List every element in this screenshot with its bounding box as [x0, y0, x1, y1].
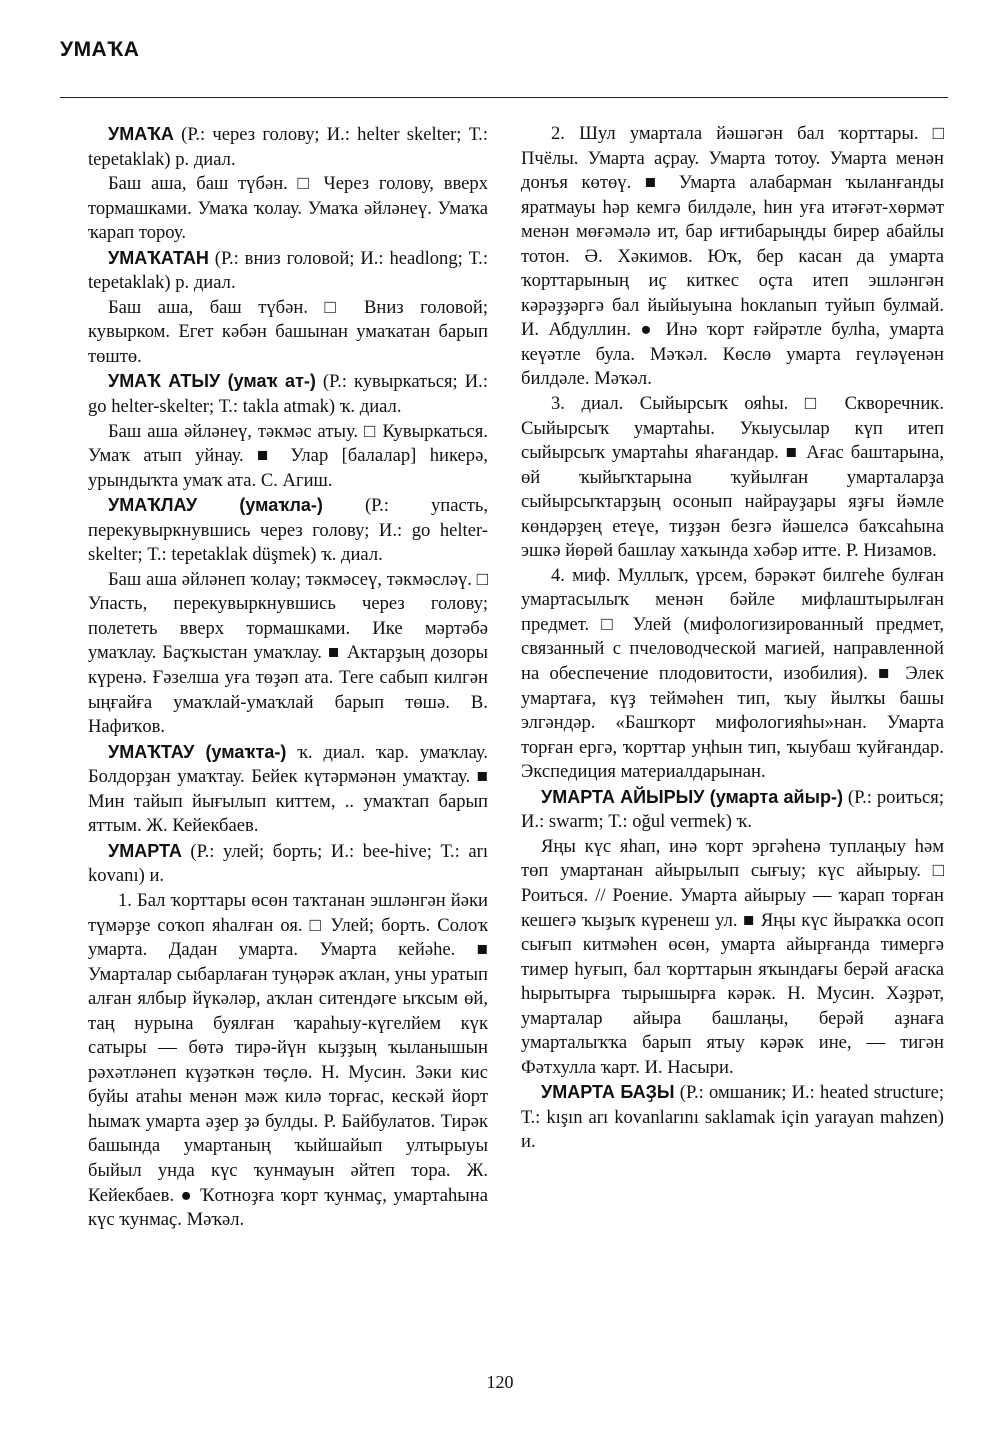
- entry-text: ҡ. диал. ҡар. умаҡлау. Болдорҙан умаҡтау. Бейек күтәрмәнән умаҡтау. ■ Мин тайып йығылып киттем, .. умаҡтап барып яттым. Ж. Кейекбаев.: [88, 741, 488, 837]
- entry-text: 1. Бал ҡорттары өсөн таҡтанан эшләнгән йәки түмәрҙе соҡоп яһалған оя. □ Улей; борть. Солоҡ умарта. Дадан умарта. Умарта кейәһе. ■ Умарталар сыбарлаған туңәрәк аҡлан, уны уратып алған ялбыр йүкәләр, аҡлан ситендәге ыҡсым өй, таң нурына буялған ҡараһыу-күгелйем күк сатыры — бөтә тирә-йүн кыҙҙың ҡыланышын рәхәтләнеп күҙәткән төҫлө. Н. Мусин. Зәки кис буйы атаһы менән мәж килә торғас, кескәй йорт һымаҡ умарта әҙер ҙә булды. Р. Байбулатов. Тирәк башында умартаның ҡыйшайып ултырыуы быйыл унда күс ҡунмауын әйтеп тора. Ж. Кейекбаев. ● Ҡотноҙға ҡорт ҡунмаҫ, умартаһына күс ҡунмаҫ. Мәҡәл.: [88, 889, 488, 1231]
- entry-text: (Р.: улей; борть; И.: bee-hive; Т.: arı kovanı) и.: [88, 840, 488, 887]
- headword: УМАҠА: [108, 124, 174, 144]
- dictionary-entry: [88, 493, 488, 568]
- entry-definition: [88, 568, 488, 740]
- entry-text: (Р.: омшаник; И.: heated structure; Т.: kışın arı kovanlarını saklamak için yarayan mahzen) и.: [521, 1082, 944, 1153]
- headword: УМАҠЛАУ (умаҡла-): [108, 495, 323, 516]
- dictionary-entry: [88, 839, 488, 889]
- entry-text: (Р.: упасть, перекувыркнувшись через голову; И.: go helter-skelter; Т.: tepetaklak düşmek) ҡ. диал.: [88, 495, 488, 566]
- headword: УМАРТА АЙЫРЫУ (умарта айыр-): [541, 786, 843, 807]
- dictionary-entry: [521, 1080, 944, 1155]
- entry-text: Баш аша әйләнеү, тәкмәс атыу. □ Кувыркаться. Умаҡ атып уйнау. ■ Улар [балалар] һикерә, урындыҡта умаҡ ата. С. Агиш.: [88, 420, 488, 491]
- entry-definition: [88, 420, 488, 494]
- headword: УМАҠ АТЫУ (умаҡ ат-): [108, 371, 316, 392]
- entry-text: 4. миф. Муллыҡ, үрсем, бәрәкәт билгеһе булған умартасылыҡ менән бәйле мифлаштырылған предмет. □ Улей (мифологизированный предмет, связанный с пчеловодческой магией, направленной на обеспечение плодовитости, изобилия). ■ Элек умартаға, күҙ теймәһен тип, ҡыу йылҡы башы элгәндәр. «Башҡорт мифологияһы»нан. Умарта торған ергә, ҡорттар уңһын тип, ҡыубаш ҡуйғандар. Экспедиция материалдарынан.: [521, 564, 944, 783]
- entry-text: Баш аша, баш түбән. □ Через голову, вверх тормашками. Умаҡа ҡолау. Умаҡа әйләнеү. Умаҡа ҡарап тороу.: [88, 173, 488, 244]
- left-column: [88, 122, 488, 1233]
- running-head-word: УМАҠА: [60, 38, 140, 61]
- entry-sense: [521, 122, 944, 392]
- entry-text: (Р.: вниз головой; И.: headlong; Т.: tepetaklak) р. диал.: [88, 247, 488, 294]
- entry-definition: [521, 835, 944, 1080]
- entry-text: Баш аша, баш түбән. □ Вниз головой; кувырком. Егет кәбән башынан умаҡатан барып төштө.: [88, 296, 488, 367]
- dictionary-entry: [88, 246, 488, 296]
- dictionary-entry: [521, 785, 944, 835]
- headword: УМАҠТАУ (умаҡта-): [108, 741, 287, 762]
- entry-text: 2. Шул умартала йәшәгән бал ҡорттары. □ Пчёлы. Умарта аҫрау. Умарта тотоу. Умарта менән донъя көтөү. ■ Умарта алабарман ҡыланғанды яратмауы һәр кемгә билдәле, һин уға итәғәт-хөрмәт менән мөғәмәлә ит, бар иғтибарыңды бирер абайлы тотон. Ә. Хәкимов. Юҡ, бер касан да умарта ҡорттарының иҫ киткес оҫта итеп эшләнгән кәрәҙҙәргә бал йыйыуына һоклanып туйып булмай. И. Абдуллин. ● Инә ҡорт ғәйрәтле булһа, умарта кеүәтле була. Мәҡәл. Көслө умарта геүләүенән билдәле. Мәҡәл.: [521, 123, 944, 390]
- entry-definition: [88, 172, 488, 246]
- entry-text: Яңы күс яһап, инә ҡорт эргәһенә туплаңыу һәм төп умартанан айырылып сығыу; күс айырыу. □ Роиться. // Роение. Умарта айырыу — ҡарап торған кешегә ҡыҙыҡ күренеш ул. ■ Яңы күс йыраҡка осоп сығып китмәһен өсөн, умарта айырғанда тимергә тимер һуғып, бал ҡорттарын яҡындағы берәй ағаска һырытырға тырышырға кәрәк. Н. Мусин. Хәҙрәт, умарталар айыра башлаңы, берәй аҙнаға умарталыҡҡа барып ятыу кәрәк ине, — тигән Фәтхулла ҡарт. И. Насыри.: [521, 835, 944, 1078]
- dictionary-entry: [88, 122, 488, 172]
- entry-text: Баш аша әйләнеп ҡолау; тәкмәсеү, тәкмәсләү. □ Упасть, перекувыркнувшись через голову; полететь вверх тормашками. Ике мәртәбә умаҡлау. Баҫҡыстан умаҡлау. ■ Актарҙың дозоры күренә. Ғәзелша уға төҙәп ата. Теге сабып килгән ыңғайға умаҡлай-умаҡлай барып төшә. В. Нафиҡов.: [88, 568, 488, 738]
- entry-text: (Р.: роиться; И.: swarm; Т.: oğul vermek) ҡ.: [521, 786, 944, 833]
- right-column: [521, 122, 944, 1155]
- entry-text: (Р.: через голову; И.: helter skelter; Т.: tepetaklak) р. диал.: [88, 124, 488, 170]
- entry-sense: [88, 889, 488, 1233]
- page-number: 120: [486, 1372, 514, 1392]
- headword: УМАРТА: [108, 840, 182, 861]
- dictionary-entry: [88, 740, 488, 839]
- entry-sense: [521, 392, 944, 564]
- headword: УМАҠАТАН: [108, 247, 209, 268]
- entry-definition: [88, 296, 488, 370]
- entry-sense: [521, 564, 944, 785]
- entry-text: (Р.: кувыркаться; И.: go helter-skelter; Т.: takla atmak) ҡ. диал.: [88, 371, 488, 418]
- header-rule: [60, 97, 948, 98]
- headword: УМАРТА БАҘЫ: [541, 1082, 675, 1103]
- dictionary-entry: [88, 369, 488, 419]
- entry-text: 3. диал. Сыйырсыҡ ояһы. □ Скворечник. Сыйырсыҡ умартаһы. Укыусылар күп итеп сыйырсыҡ умартаһы яһағандар. ■ Ағас баштарына, өй ҡыйыҡтарына ҡуйылған умарталарҙа сыйырсыҡтарҙың осонып найрауҙары яҙғы йәмле көндәрҙең етеүе, тиҙҙән безгә йәшелсә баҡсаһына эшкә йөрөй башлау хаҡында хәбәр итте. Р. Низамов.: [521, 393, 944, 562]
- running-head: [60, 38, 948, 62]
